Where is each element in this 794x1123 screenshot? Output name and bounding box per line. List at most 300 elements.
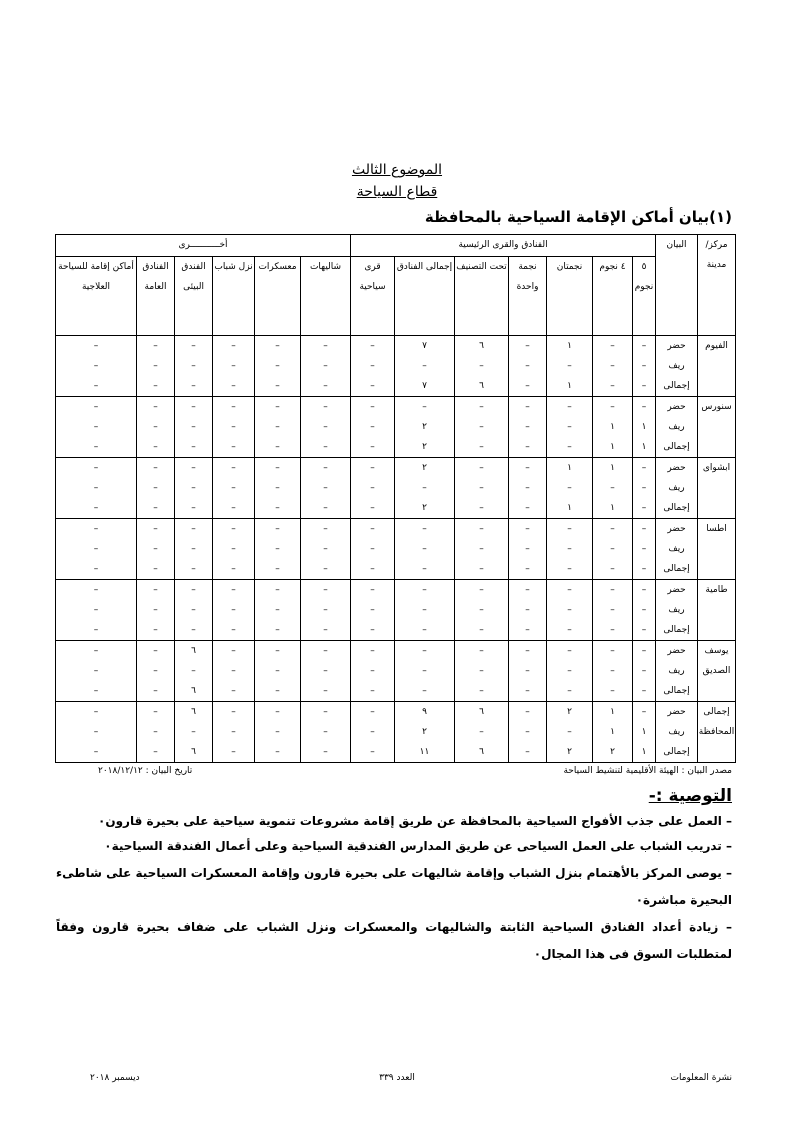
recommendation-item: – يوصى المركز بالأهتمام بنزل الشباب وإقامة شاليهات على بحيرة قارون وإقامة المعسكرات السياحية على شاطىء البحيرة مباشرة٠ [56, 866, 732, 907]
column-header: الفندق البيئى [175, 257, 213, 336]
value-cell [351, 580, 395, 641]
row-label: ريف [668, 727, 685, 737]
value: – [323, 646, 328, 656]
value: – [275, 381, 280, 391]
value: – [610, 361, 615, 371]
statement-cell [656, 519, 698, 580]
value: – [153, 666, 158, 676]
value: ٢ [422, 442, 427, 452]
table-row [56, 336, 736, 397]
value-cell [547, 519, 593, 580]
value-cell [351, 397, 395, 458]
value-cell [213, 397, 255, 458]
value-cell [509, 580, 547, 641]
value: – [422, 361, 427, 371]
value: – [641, 707, 647, 717]
value: – [191, 463, 196, 473]
value-cell [255, 397, 301, 458]
value: – [275, 524, 280, 534]
value: – [191, 564, 196, 574]
value: – [275, 747, 280, 757]
value-cell [593, 580, 633, 641]
value: – [275, 727, 280, 737]
value: – [93, 524, 99, 534]
value: – [567, 727, 572, 737]
column-header: معسكرات [255, 257, 301, 336]
value: – [275, 361, 280, 371]
value: – [93, 503, 99, 513]
value: ١ [567, 381, 572, 391]
value: – [641, 564, 647, 574]
value: – [323, 524, 328, 534]
value: – [231, 402, 236, 412]
value: – [153, 605, 158, 615]
value: ٩ [422, 707, 427, 717]
value: – [641, 483, 647, 493]
value-cell [395, 641, 455, 702]
value: ٢ [422, 727, 427, 737]
value: – [422, 686, 427, 696]
statement-cell [656, 702, 698, 763]
value: – [567, 524, 572, 534]
value: – [525, 585, 530, 595]
value-cell [255, 580, 301, 641]
value: – [610, 666, 615, 676]
column-header: نجمة واحدة [509, 257, 547, 336]
value: – [610, 402, 615, 412]
value: – [231, 361, 236, 371]
value: – [610, 646, 615, 656]
row-label: حضر [667, 646, 686, 656]
column-header: ٥ نجوم [633, 257, 656, 336]
value: – [323, 361, 328, 371]
recommendation-item: – زيادة أعداد الفنادق السياحية الثابتة والشاليهات والمعسكرات ونزل الشباب على ضفاف بحيرة قارون وفقاً لمتطلبات السوق فى هذا المجال٠ [56, 920, 732, 961]
row-label: إجمالى [663, 686, 690, 696]
value: – [323, 625, 328, 635]
row-label: إجمالى [663, 747, 690, 757]
row-label: ريف [668, 544, 685, 554]
value: – [370, 727, 375, 737]
value: – [275, 564, 280, 574]
city-cell: الفيوم [698, 336, 736, 397]
value: ٦ [479, 381, 484, 391]
city-cell: يوسف الصديق [698, 641, 736, 702]
value: – [93, 747, 99, 757]
value-cell [633, 397, 656, 458]
value: ١ [610, 422, 615, 432]
value: – [641, 544, 647, 554]
row-label: حضر [667, 524, 686, 534]
value-cell [395, 580, 455, 641]
value: – [93, 442, 99, 452]
value: ٦ [479, 341, 484, 351]
value-cell [213, 519, 255, 580]
value-cell [213, 641, 255, 702]
table-row [56, 641, 736, 702]
value: – [610, 381, 615, 391]
value: – [641, 686, 647, 696]
value: – [422, 483, 427, 493]
value-cell [455, 702, 509, 763]
value: – [370, 666, 375, 676]
value: – [610, 625, 615, 635]
value: – [567, 483, 572, 493]
value: – [370, 422, 375, 432]
value: – [422, 544, 427, 554]
value-cell [395, 397, 455, 458]
value-cell [175, 641, 213, 702]
value: – [275, 442, 280, 452]
value-cell [175, 702, 213, 763]
value-cell [633, 702, 656, 763]
value-cell [301, 580, 351, 641]
value: ١ [610, 503, 615, 513]
value: – [153, 361, 158, 371]
value: – [370, 686, 375, 696]
value: – [610, 544, 615, 554]
value: – [191, 361, 196, 371]
value: ١ [610, 463, 615, 473]
row-label: حضر [667, 341, 686, 351]
value: – [610, 605, 615, 615]
value-cell [509, 641, 547, 702]
value: – [479, 625, 484, 635]
value-cell [633, 519, 656, 580]
statement-header: البيان [656, 235, 698, 336]
value-cell [509, 702, 547, 763]
hotels-group-header: الفنادق والقرى الرئيسية [351, 235, 656, 257]
value-cell [301, 397, 351, 458]
value: – [323, 463, 328, 473]
value: – [567, 625, 572, 635]
value: – [479, 646, 484, 656]
value: – [275, 625, 280, 635]
value: – [323, 422, 328, 432]
value: ١ [641, 747, 647, 757]
value-cell [255, 702, 301, 763]
row-label: حضر [667, 707, 686, 717]
value: – [567, 605, 572, 615]
value: – [641, 361, 647, 371]
value: – [525, 503, 530, 513]
value-cell [351, 519, 395, 580]
value-cell [301, 458, 351, 519]
value: – [422, 625, 427, 635]
value: – [370, 341, 375, 351]
value: ١ [641, 442, 647, 452]
value: – [610, 524, 615, 534]
value: – [191, 524, 196, 534]
value: – [93, 564, 99, 574]
value: – [231, 686, 236, 696]
value: – [641, 463, 647, 473]
row-label: حضر [667, 585, 686, 595]
value: – [275, 605, 280, 615]
value-cell [301, 336, 351, 397]
table-row [56, 702, 736, 763]
value-cell [509, 519, 547, 580]
value-cell [175, 580, 213, 641]
value: – [567, 442, 572, 452]
value: – [641, 341, 647, 351]
value: – [370, 442, 375, 452]
column-header: قرى سياحية [351, 257, 395, 336]
value: – [93, 402, 99, 412]
value: – [153, 442, 158, 452]
value: ١ [610, 442, 615, 452]
value-cell [547, 641, 593, 702]
value: – [525, 524, 530, 534]
value: – [231, 585, 236, 595]
value: – [191, 483, 196, 493]
value: – [323, 707, 328, 717]
value: ١ [567, 463, 572, 473]
statement-cell [656, 458, 698, 519]
value: – [641, 503, 647, 513]
value: – [153, 727, 158, 737]
value: – [525, 666, 530, 676]
value: – [93, 463, 99, 473]
value: – [153, 707, 158, 717]
value-cell [547, 458, 593, 519]
value: – [231, 544, 236, 554]
value-cell [137, 580, 175, 641]
value: – [93, 625, 99, 635]
value-cell [509, 397, 547, 458]
value: – [641, 585, 647, 595]
value: – [153, 686, 158, 696]
value: – [323, 442, 328, 452]
value: – [479, 483, 484, 493]
recommendation-title: التوصية :- [648, 786, 732, 806]
value: – [641, 381, 647, 391]
value: – [231, 381, 236, 391]
column-header: شاليهات [301, 257, 351, 336]
value-cell [395, 702, 455, 763]
value-cell [255, 458, 301, 519]
value-cell [56, 458, 137, 519]
value-cell [137, 641, 175, 702]
value: – [525, 564, 530, 574]
value: – [231, 625, 236, 635]
value: – [93, 686, 99, 696]
value: – [479, 564, 484, 574]
value: – [191, 727, 196, 737]
city-cell: إجمالى المحافظة [698, 702, 736, 763]
value: – [231, 727, 236, 737]
value-cell [255, 519, 301, 580]
value: – [525, 381, 530, 391]
value: ٢ [567, 707, 572, 717]
value-cell [395, 458, 455, 519]
value: – [93, 646, 99, 656]
value-cell [455, 397, 509, 458]
value: – [153, 564, 158, 574]
value: – [153, 747, 158, 757]
city-cell: طامية [698, 580, 736, 641]
value: – [323, 585, 328, 595]
value-cell [56, 336, 137, 397]
value: – [275, 686, 280, 696]
footer-issue: العدد ٣٣٩ [379, 1073, 415, 1083]
value: – [323, 483, 328, 493]
data-date: تاريخ البيان : ٢٠١٨/١٢/١٢ [98, 766, 193, 776]
value-cell [593, 519, 633, 580]
value: – [323, 544, 328, 554]
value: – [323, 503, 328, 513]
value: – [479, 585, 484, 595]
value: – [422, 646, 427, 656]
value: – [641, 605, 647, 615]
value: – [323, 747, 328, 757]
value: – [479, 361, 484, 371]
value: – [641, 625, 647, 635]
value: – [422, 564, 427, 574]
row-label: إجمالى [663, 381, 690, 391]
value: – [479, 524, 484, 534]
value: – [525, 361, 530, 371]
value: – [610, 564, 615, 574]
value: – [323, 727, 328, 737]
value: ١ [610, 727, 615, 737]
value: – [370, 646, 375, 656]
value-cell [301, 641, 351, 702]
value-cell [547, 580, 593, 641]
value: – [323, 666, 328, 676]
value: – [525, 422, 530, 432]
value: – [231, 463, 236, 473]
value-cell [593, 458, 633, 519]
value: – [479, 402, 484, 412]
value-cell [56, 580, 137, 641]
value-cell [633, 641, 656, 702]
value: – [610, 585, 615, 595]
city-cell: ابشواى [698, 458, 736, 519]
row-label: إجمالى [663, 564, 690, 574]
value: – [93, 422, 99, 432]
value-cell [547, 702, 593, 763]
column-header: إجمالى الفنادق [395, 257, 455, 336]
value: – [370, 747, 375, 757]
value-cell [213, 458, 255, 519]
statement-cell [656, 336, 698, 397]
value: – [370, 402, 375, 412]
value: – [231, 707, 236, 717]
value: ٢ [567, 747, 572, 757]
value: ١ [567, 341, 572, 351]
topic-heading: الموضوع الثالث [351, 162, 443, 178]
row-label: ريف [668, 605, 685, 615]
value: – [231, 666, 236, 676]
footer-month: ديسمبر ٢٠١٨ [90, 1073, 140, 1083]
value: – [479, 727, 484, 737]
value: – [370, 605, 375, 615]
value: – [191, 625, 196, 635]
value: ١ [641, 422, 647, 432]
value-cell [351, 641, 395, 702]
value: – [567, 666, 572, 676]
value: – [370, 483, 375, 493]
value-cell [175, 519, 213, 580]
value-cell [455, 580, 509, 641]
table-row [56, 519, 736, 580]
value-cell [455, 458, 509, 519]
value: ١ [567, 503, 572, 513]
value: – [275, 544, 280, 554]
value: – [191, 605, 196, 615]
value: – [370, 463, 375, 473]
value: – [275, 666, 280, 676]
value: – [153, 422, 158, 432]
value-cell [56, 641, 137, 702]
value: – [275, 402, 280, 412]
value: – [275, 503, 280, 513]
value: – [153, 625, 158, 635]
value: – [479, 686, 484, 696]
value: – [479, 442, 484, 452]
value: – [191, 442, 196, 452]
center-header: مركز/ مدينة [698, 235, 736, 336]
value: – [275, 341, 280, 351]
value: – [370, 544, 375, 554]
value-cell [509, 336, 547, 397]
value: – [370, 585, 375, 595]
value: – [370, 381, 375, 391]
value: – [567, 686, 572, 696]
value: – [323, 605, 328, 615]
column-header: نزل شباب [213, 257, 255, 336]
value: – [370, 503, 375, 513]
value: – [231, 605, 236, 615]
value: – [479, 666, 484, 676]
value: – [153, 544, 158, 554]
value: ٧ [422, 381, 427, 391]
value-cell [213, 702, 255, 763]
value: ١١ [419, 747, 430, 757]
value: ٦ [191, 686, 196, 696]
value: – [275, 463, 280, 473]
value: – [153, 402, 158, 412]
value-cell [633, 458, 656, 519]
value: – [525, 402, 530, 412]
column-header: نجمتان [547, 257, 593, 336]
value-cell [137, 336, 175, 397]
other-group-header: أخـــــــــــرى [56, 235, 351, 257]
value-cell [137, 397, 175, 458]
value: – [93, 605, 99, 615]
value: ٦ [191, 747, 196, 757]
value: – [231, 503, 236, 513]
row-label: ريف [668, 666, 685, 676]
value: – [93, 381, 99, 391]
value: – [275, 646, 280, 656]
row-label: ريف [668, 361, 685, 371]
value-cell [137, 458, 175, 519]
value: – [641, 646, 647, 656]
value: – [153, 463, 158, 473]
value-cell [175, 458, 213, 519]
value: – [567, 361, 572, 371]
value: – [323, 381, 328, 391]
value: – [191, 666, 196, 676]
value: – [479, 463, 484, 473]
value: ٢ [422, 503, 427, 513]
value: – [525, 463, 530, 473]
value-cell [137, 702, 175, 763]
row-label: إجمالى [663, 503, 690, 513]
value: – [231, 442, 236, 452]
value: – [275, 422, 280, 432]
